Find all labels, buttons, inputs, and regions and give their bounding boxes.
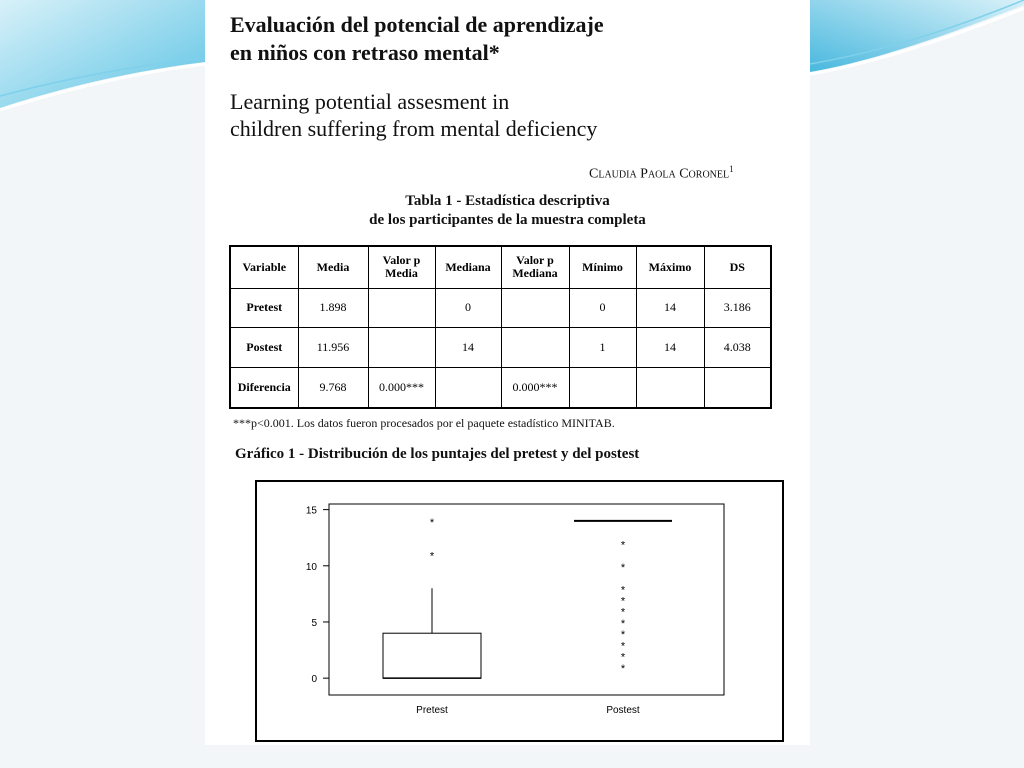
y-tick-label: 5 — [311, 617, 317, 629]
x-tick-label: Pretest — [416, 705, 448, 716]
outlier-point: * — [620, 662, 626, 675]
outlier-point: * — [620, 561, 626, 574]
table-cell: 14 — [636, 288, 704, 328]
header-cell: DS — [704, 246, 771, 288]
author-name: Claudia Paola Coronel$^1$ — [589, 164, 734, 182]
title-spanish: Evaluación del potencial de aprendizaje en niños con retraso mental* — [230, 12, 604, 65]
boxplot-chart — [257, 482, 782, 740]
outlier-point: * — [620, 617, 626, 630]
outlier-point: * — [620, 651, 626, 664]
table-cell — [704, 367, 771, 408]
table-cell — [435, 367, 501, 408]
table-caption: Tabla 1 - Estadística descriptiva de los participantes de la muestra completa — [369, 193, 646, 228]
table-row — [230, 367, 771, 408]
header-cell: Variable — [230, 246, 298, 288]
table-cell: 0.000*** — [501, 367, 569, 408]
table-cell: 0 — [435, 288, 501, 328]
y-tick-label: 0 — [311, 674, 317, 686]
table-cell — [368, 288, 435, 328]
table-cell: Diferencia — [230, 367, 298, 408]
table-cell — [569, 367, 636, 408]
table-header-row — [230, 246, 771, 288]
x-tick-label: Postest — [606, 705, 640, 716]
header-cell: Mínimo — [569, 246, 636, 288]
descriptive-stats-table — [229, 245, 772, 409]
outlier-point: * — [620, 584, 626, 597]
header-cell: Máximo — [636, 246, 704, 288]
header-cell: Media — [298, 246, 368, 288]
outlier-point: * — [620, 629, 626, 642]
left-swoosh — [0, 0, 205, 108]
table-cell: 1.898 — [298, 288, 368, 328]
table-cell — [501, 328, 569, 368]
title-english: Learning potential assesment in children suffering from mental deficiency — [230, 89, 598, 141]
table-footnote: ***p<0.001. Los datos fueron procesados por el paquete estadístico MINITAB. — [233, 416, 615, 430]
table-cell: 11.956 — [298, 328, 368, 368]
header-cell: Mediana — [435, 246, 501, 288]
table-cell — [501, 288, 569, 328]
outlier-point: * — [429, 550, 435, 563]
table-cell: Pretest — [230, 288, 298, 328]
table-cell: 0.000*** — [368, 367, 435, 408]
box — [383, 633, 481, 678]
table-cell: 0 — [569, 288, 636, 328]
table-cell: 9.768 — [298, 367, 368, 408]
table-cell — [636, 367, 704, 408]
y-tick-label: 15 — [305, 505, 317, 517]
header-cell: Valor p Mediana — [501, 246, 569, 288]
outlier-point: * — [620, 606, 626, 619]
outlier-point: * — [620, 595, 626, 608]
table-cell: 4.038 — [704, 328, 771, 368]
table-row — [230, 288, 771, 328]
table-cell: 14 — [435, 328, 501, 368]
chart-caption: Gráfico 1 - Distribución de los puntajes del pretest y del postest — [235, 446, 640, 462]
outlier-point: * — [429, 516, 435, 529]
table-cell: 3.186 — [704, 288, 771, 328]
chart-frame — [255, 480, 784, 742]
header-cell: Valor p Media — [368, 246, 435, 288]
table-row — [230, 328, 771, 368]
y-tick-label: 10 — [305, 561, 317, 573]
table-cell: Postest — [230, 328, 298, 368]
table-cell: 14 — [636, 328, 704, 368]
right-swoosh — [810, 0, 1024, 72]
table-cell — [368, 328, 435, 368]
outlier-point: * — [620, 539, 626, 552]
paper-page — [205, 0, 810, 745]
outlier-point: * — [620, 640, 626, 653]
table-cell: 1 — [569, 328, 636, 368]
